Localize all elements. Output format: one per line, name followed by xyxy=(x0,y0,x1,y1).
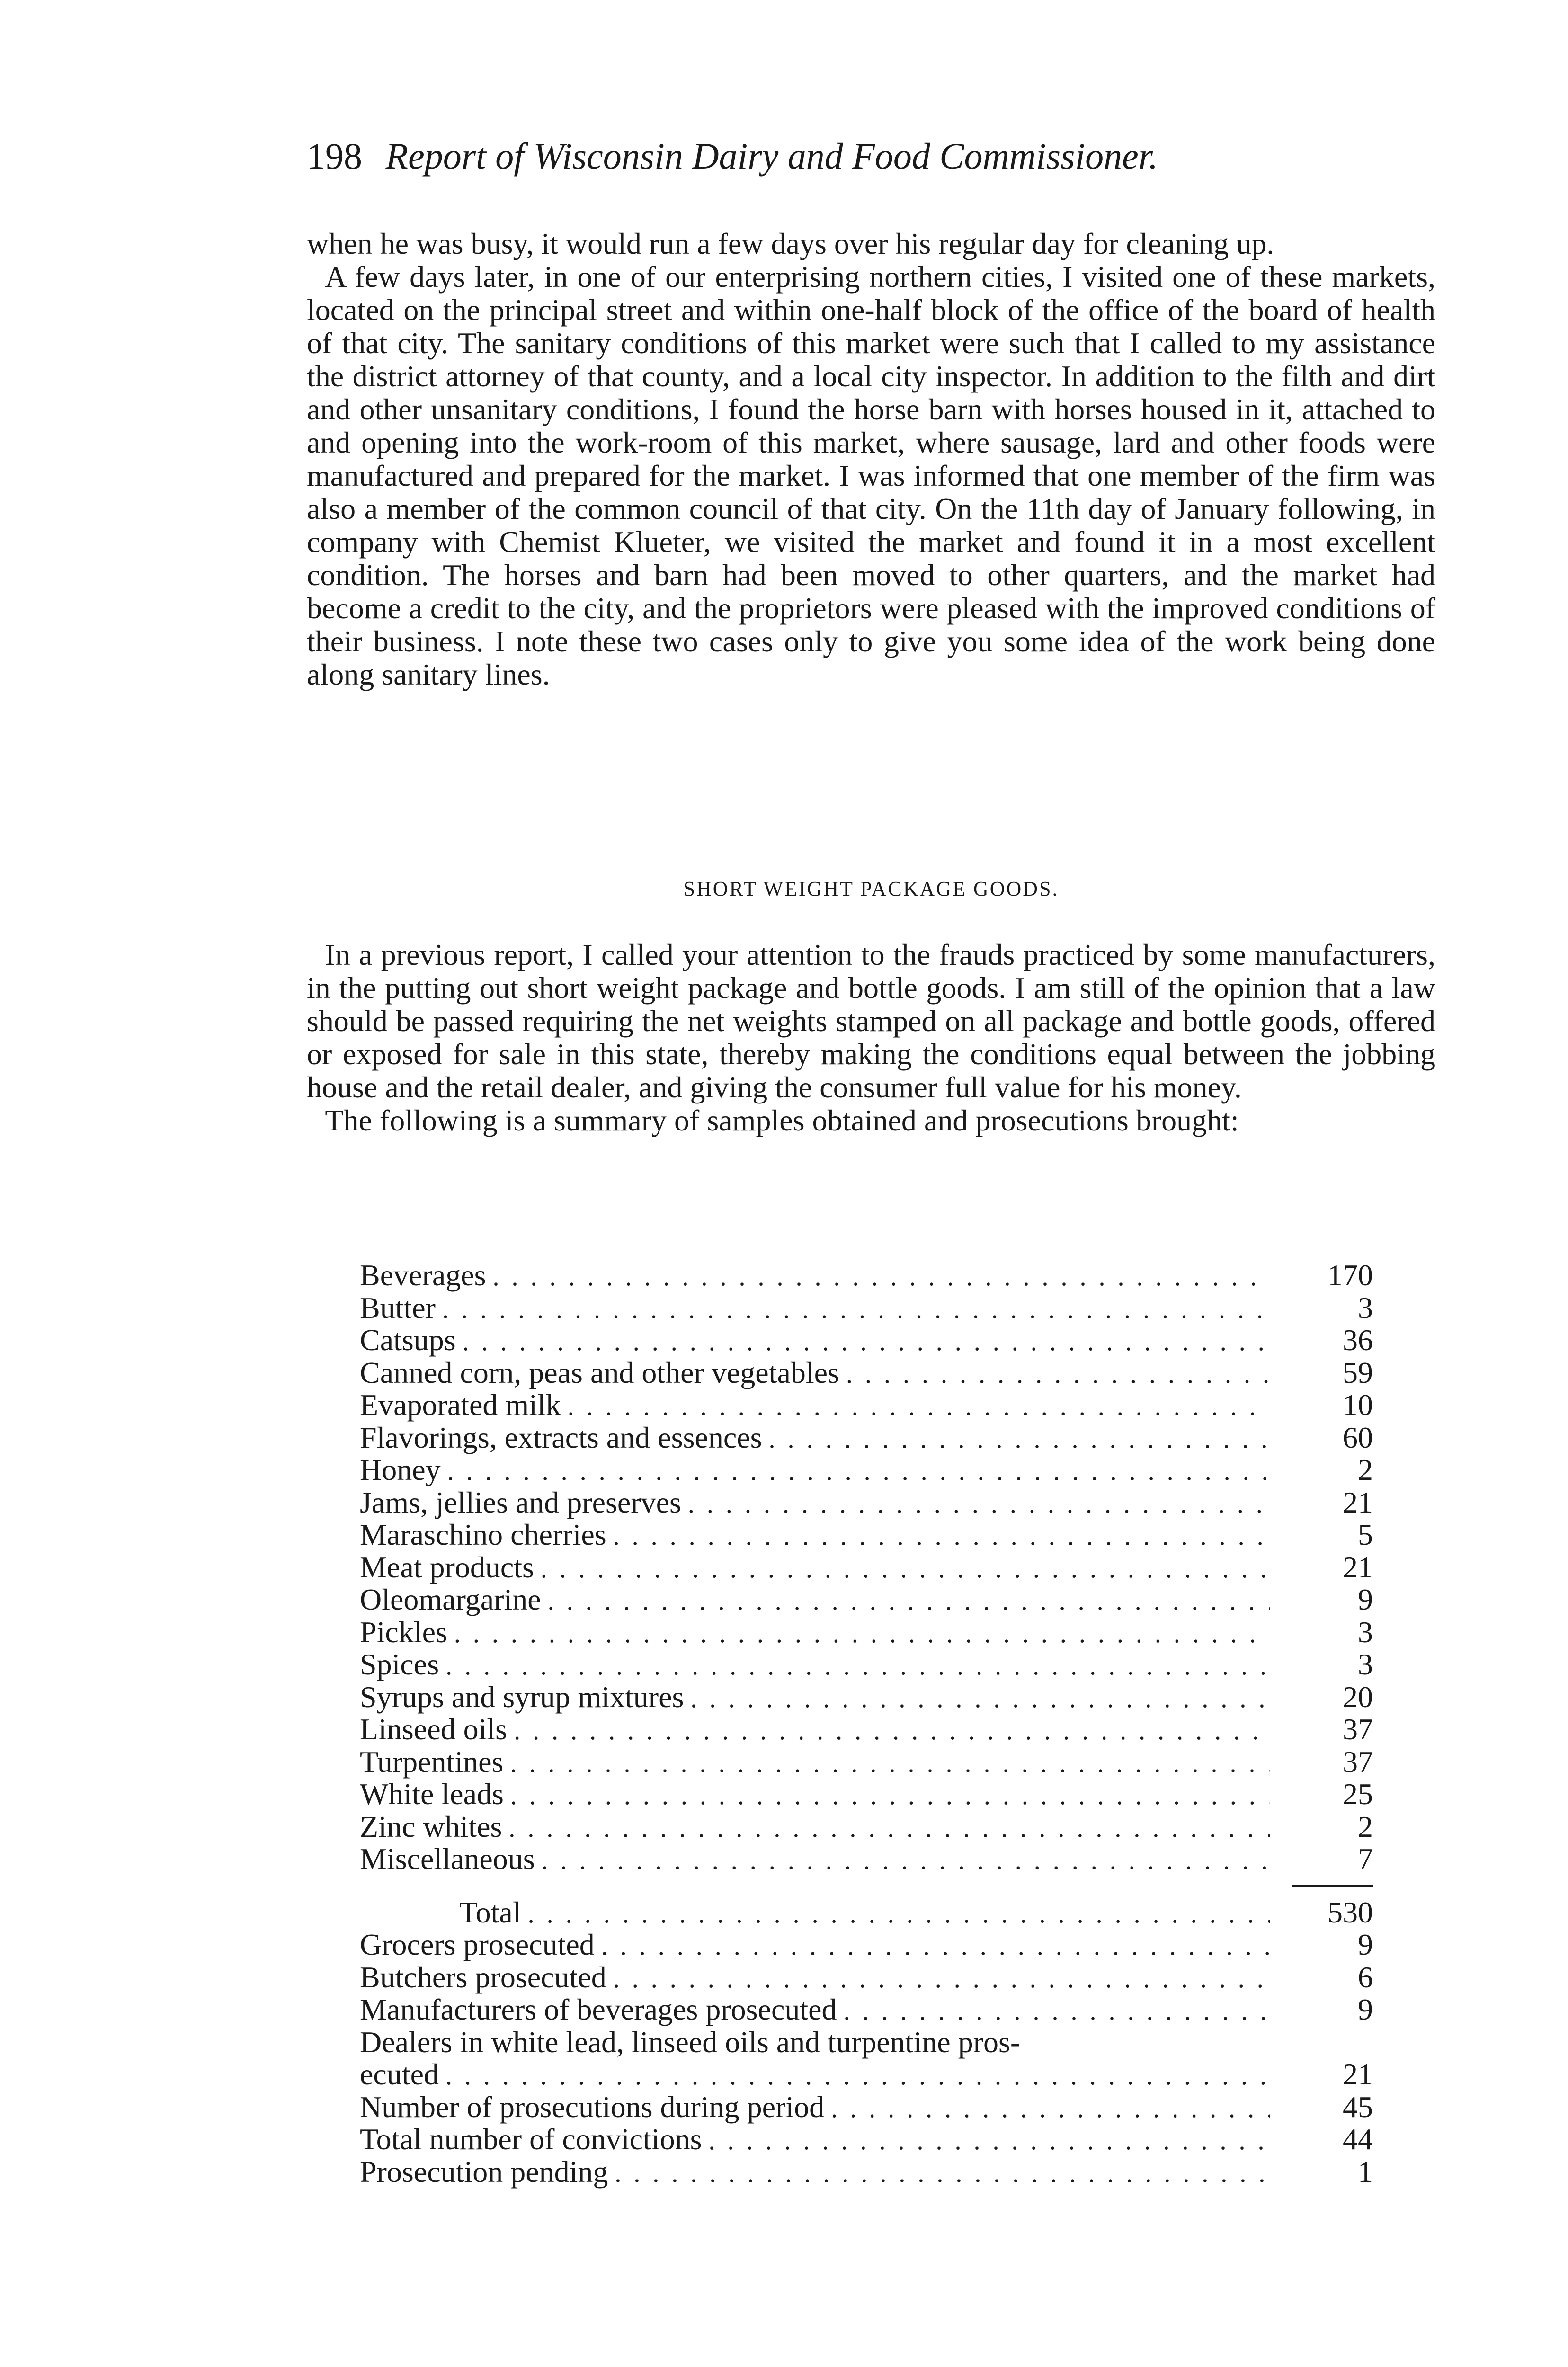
row-label: Total number of convictions xyxy=(360,2122,702,2156)
paragraph: when he was busy, it would run a few days over his regular day for cleaning up. xyxy=(307,227,1274,260)
row-value: 21 xyxy=(1343,1485,1373,1519)
total-label: Total xyxy=(459,1895,521,1929)
row-label: Zinc whites xyxy=(360,1809,502,1843)
table-row xyxy=(360,1713,1373,1746)
leader-dots xyxy=(769,1423,1270,1456)
leader-dots xyxy=(445,1650,1270,1682)
table-row xyxy=(360,1746,1373,1779)
leader-dots xyxy=(463,1326,1270,1358)
leader-dots xyxy=(613,1963,1270,1995)
body-text-section xyxy=(307,938,1435,1137)
row-label: Number of prosecutions during period xyxy=(360,2090,825,2124)
leader-dots xyxy=(844,1995,1270,2028)
row-label: Pickles xyxy=(360,1615,447,1649)
row-value: 7 xyxy=(1358,1842,1373,1876)
table-row xyxy=(360,1324,1373,1357)
table-row xyxy=(360,1519,1373,1551)
row-label: ecuted xyxy=(360,2057,439,2091)
leader-dots xyxy=(445,2060,1270,2092)
row-value: 170 xyxy=(1327,1258,1373,1292)
row-value: 21 xyxy=(1343,2057,1373,2091)
table-row xyxy=(360,1422,1373,1454)
page-number: 198 xyxy=(307,135,362,177)
leader-dots xyxy=(541,1553,1270,1585)
row-label: Turpentines xyxy=(360,1744,504,1779)
row-value: 3 xyxy=(1358,1647,1373,1681)
table-row xyxy=(360,2026,1373,2059)
row-label: Flavorings, extracts and essences xyxy=(360,1420,762,1454)
row-label: Meat products xyxy=(360,1550,534,1584)
leader-dots xyxy=(708,2125,1270,2157)
total-row xyxy=(360,1896,1373,1929)
table-row xyxy=(360,1259,1373,1292)
row-value: 9 xyxy=(1358,1993,1373,2026)
row-label: Evaporated milk xyxy=(360,1388,561,1422)
table-row xyxy=(360,1681,1373,1714)
leader-dots xyxy=(690,1682,1270,1715)
sum-rule-container xyxy=(360,1876,1373,1896)
row-label: Oleomargarine xyxy=(360,1583,541,1616)
row-value: 37 xyxy=(1343,1744,1373,1779)
leader-dots xyxy=(508,1812,1270,1845)
row-label: Manufacturers of beverages prosecuted xyxy=(360,1993,837,2026)
leader-dots xyxy=(510,1780,1270,1812)
row-value: 59 xyxy=(1343,1355,1373,1389)
row-value: 44 xyxy=(1343,2122,1373,2156)
table-row xyxy=(360,1811,1373,1843)
body-text-top xyxy=(307,227,1435,691)
section-heading: SHORT WEIGHT PACKAGE GOODS. xyxy=(683,877,1059,900)
leader-dots xyxy=(568,1390,1270,1423)
running-title: Report of Wisconsin Dairy and Food Commissioner. xyxy=(385,135,1158,177)
row-value: 3 xyxy=(1358,1290,1373,1325)
leader-dots xyxy=(548,1585,1270,1618)
row-label: Spices xyxy=(360,1647,439,1681)
table-row xyxy=(360,1551,1373,1584)
leader-dots xyxy=(615,2157,1270,2190)
table-row xyxy=(360,2091,1373,2124)
row-label: Jams, jellies and preserves xyxy=(360,1485,681,1519)
sum-rule xyxy=(1292,1885,1373,1887)
leader-dots xyxy=(447,1455,1270,1488)
table-row xyxy=(360,1584,1373,1616)
table-row xyxy=(360,2058,1373,2091)
row-value: 45 xyxy=(1343,2090,1373,2124)
row-label: Honey xyxy=(360,1453,441,1486)
leader-dots xyxy=(514,1715,1270,1747)
leader-dots xyxy=(454,1618,1270,1650)
table-row xyxy=(360,1292,1373,1325)
table-row xyxy=(360,1616,1373,1649)
row-value: 1 xyxy=(1358,2154,1373,2189)
row-value: 2 xyxy=(1358,1453,1373,1486)
row-value: 9 xyxy=(1358,1928,1373,1961)
table-row xyxy=(360,1486,1373,1519)
row-label: Miscellaneous xyxy=(360,1842,535,1876)
leader-dots xyxy=(510,1747,1270,1780)
row-value: 5 xyxy=(1358,1518,1373,1551)
row-value: 20 xyxy=(1343,1680,1373,1714)
table-row xyxy=(360,2156,1373,2189)
paragraph: In a previous report, I called your attention to the frauds practiced by some manufacturers, in the putting out short weight package and bottle goods. I am still of the opinion that a law should be passed requiring the net weights stamped on all package and bottle goods, offered or exposed for sale in this state, thereby making the conditions equal between the jobbing house and the retail dealer, and giving the consumer full value for his money. xyxy=(307,938,1435,1104)
row-label: Maraschino cherries xyxy=(360,1518,606,1551)
table-row xyxy=(360,2123,1373,2156)
leader-dots xyxy=(601,1930,1270,1963)
total-value: 530 xyxy=(1327,1895,1373,1929)
row-label: Syrups and syrup mixtures xyxy=(360,1680,684,1714)
row-value: 36 xyxy=(1343,1323,1373,1357)
row-value: 3 xyxy=(1358,1615,1373,1649)
row-value: 10 xyxy=(1343,1388,1373,1422)
table-row xyxy=(360,1357,1373,1389)
row-value: 37 xyxy=(1343,1712,1373,1746)
leader-dots xyxy=(528,1898,1270,1931)
row-value: 21 xyxy=(1343,1550,1373,1584)
row-label: Canned corn, peas and other vegetables xyxy=(360,1355,839,1389)
row-label: Butter xyxy=(360,1290,436,1325)
table-row xyxy=(360,1778,1373,1811)
leader-dots xyxy=(493,1261,1270,1293)
table-row xyxy=(360,1929,1373,1961)
row-label: White leads xyxy=(360,1777,504,1811)
row-value: 9 xyxy=(1358,1583,1373,1616)
table-row xyxy=(360,1454,1373,1486)
row-label: Linseed oils xyxy=(360,1712,508,1746)
leader-dots xyxy=(542,1844,1270,1877)
table-row xyxy=(360,1993,1373,2026)
summary-table xyxy=(360,1259,1373,2188)
row-value: 25 xyxy=(1343,1777,1373,1811)
leader-dots xyxy=(846,1358,1270,1391)
row-label: Prosecution pending xyxy=(360,2154,608,2189)
running-header xyxy=(307,133,1158,179)
table-row xyxy=(360,1648,1373,1681)
leader-dots xyxy=(442,1293,1270,1326)
paragraph: The following is a summary of samples obtained and prosecutions brought: xyxy=(325,1103,1239,1137)
table-row xyxy=(360,1961,1373,1994)
row-value: 2 xyxy=(1358,1809,1373,1843)
row-label: Catsups xyxy=(360,1323,456,1357)
row-label: Dealers in white lead, linseed oils and turpentine pros- xyxy=(360,2025,1021,2059)
table-row xyxy=(360,1843,1373,1876)
leader-dots xyxy=(688,1488,1270,1521)
paragraph: A few days later, in one of our enterprising northern cities, I visited one of these markets, located on the principal street and within one-half block of the office of the board of health of that city. The sanitary conditions of this market were such that I called to my assistance the district attorney of that county, and a local city inspector. In addition to the filth and dirt and other unsanitary conditions, I found the horse barn with horses housed in it, attached to and opening into the work-room of this market, where sausage, lard and other foods were manufactured and prepared for the market. I was informed that one member of the firm was also a member of the common council of that city. On the 11th day of January following, in company with Chemist Klueter, we visited the market and found it in a most excellent condition. The horses and barn had been moved to other quarters, and the market had become a credit to the city, and the proprietors were pleased with the improved conditions of their business. I note these two cases only to give you some idea of the work being done along sanitary lines. xyxy=(307,260,1435,691)
table-row xyxy=(360,1389,1373,1422)
row-value: 60 xyxy=(1343,1420,1373,1454)
leader-dots xyxy=(831,2092,1270,2125)
leader-dots xyxy=(613,1520,1270,1553)
row-value: 6 xyxy=(1358,1960,1373,1994)
row-label: Beverages xyxy=(360,1258,486,1292)
row-label: Grocers prosecuted xyxy=(360,1928,595,1961)
row-label: Butchers prosecuted xyxy=(360,1960,606,1994)
